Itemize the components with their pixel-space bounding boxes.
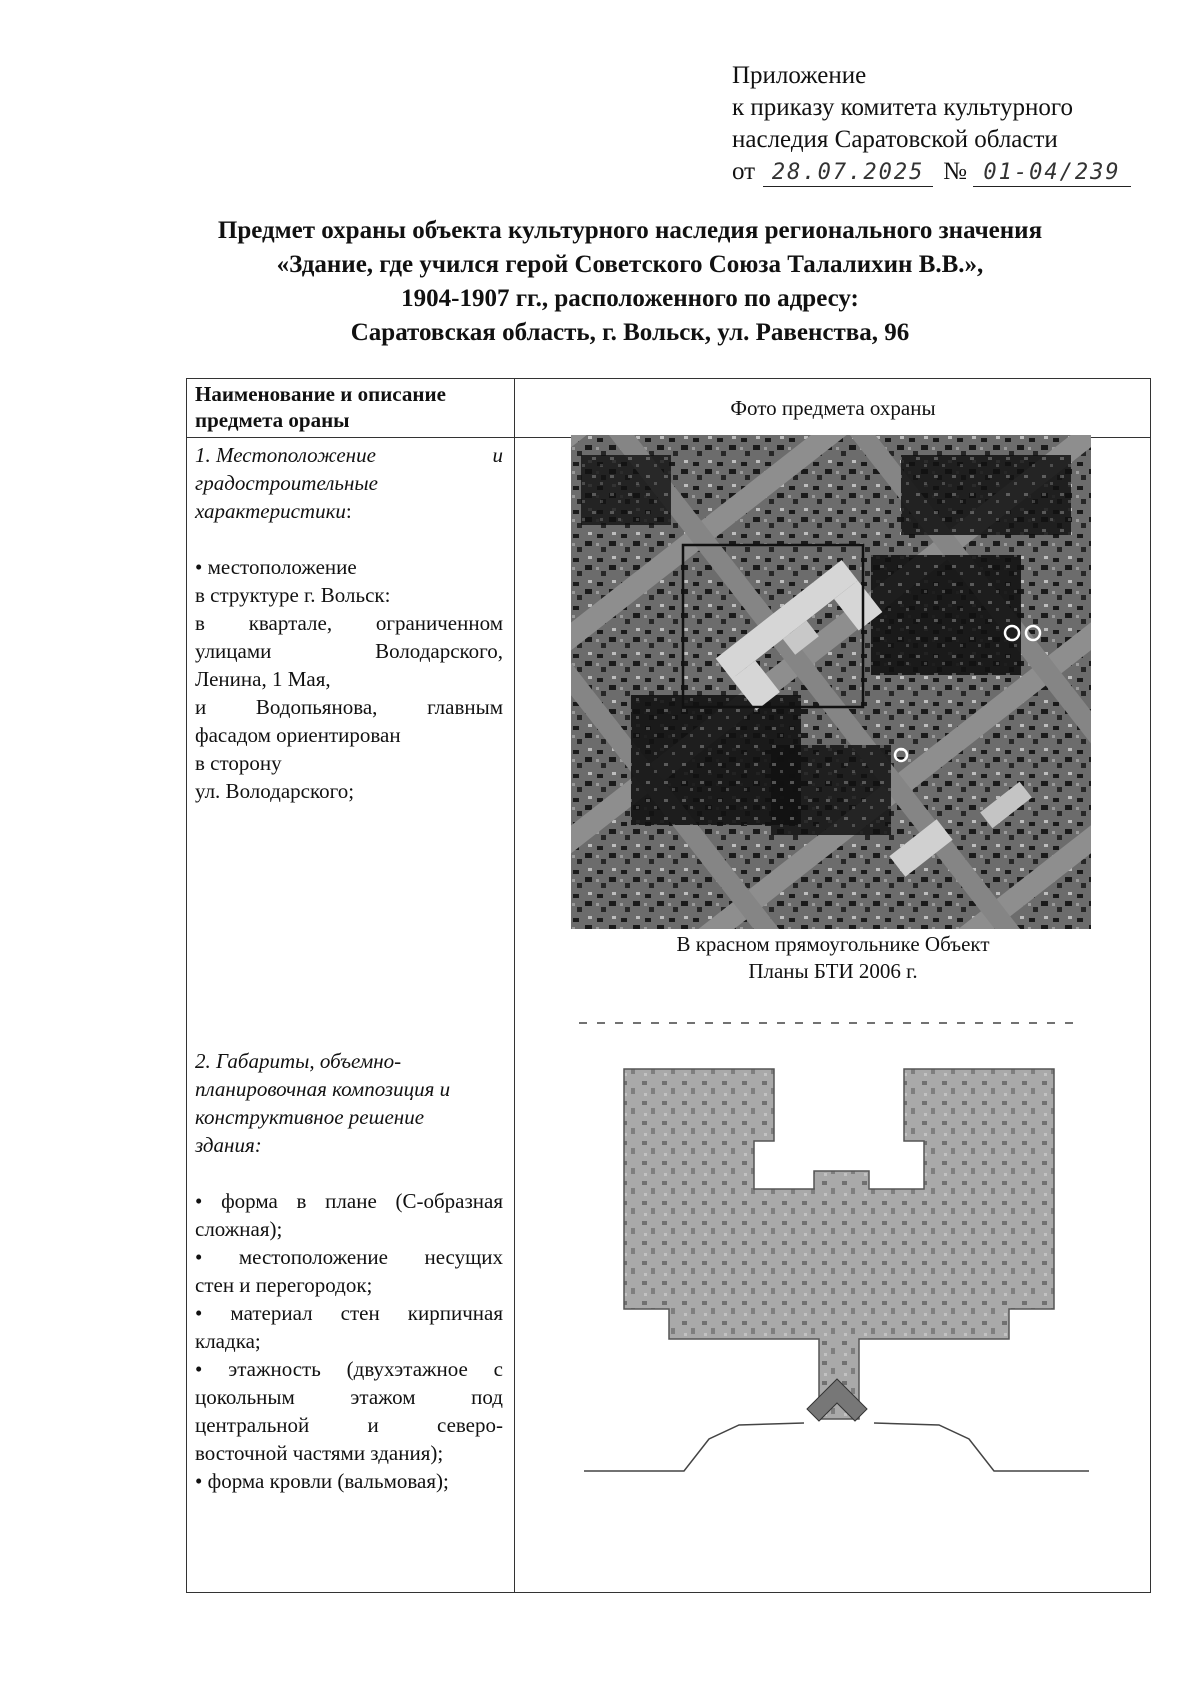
title-line-2: «Здание, где учился герой Советского Союза Талалихин В.В.»,: [276, 251, 984, 278]
row1-line1: в квартале, ограниченном: [195, 611, 503, 635]
photo1-caption-line2: Планы БТИ 2006 г.: [748, 959, 918, 983]
row1-description: [195, 441, 503, 805]
row2-b4-line1: • этажность (двухэтажное с: [195, 1357, 503, 1381]
photo1-caption: [517, 931, 1149, 985]
row1-heading-c: градостроительные: [195, 471, 378, 495]
row2-b4-line4: восточной частями здания);: [195, 1441, 444, 1465]
row2-b2-line2: стен и перегородок;: [195, 1273, 373, 1297]
row1-heading-colon: :: [345, 499, 352, 523]
photo1-caption-line1: В красном прямоугольнике Объект: [676, 932, 990, 956]
title-line-1: Предмет охраны объекта культурного наследия регионального значения: [217, 217, 1043, 244]
protection-table: [186, 378, 1151, 1593]
row2-heading-line4: здания:: [195, 1133, 262, 1157]
appendix-block: [732, 60, 1152, 188]
document-title: [150, 214, 1110, 350]
row2-heading-line1: 2. Габариты, объемно-: [195, 1049, 402, 1073]
floor-plan: [579, 1019, 1109, 1519]
row1-heading-b: и: [492, 443, 503, 467]
row1-heading-a: Местоположение: [216, 443, 376, 467]
row1-line7: ул. Володарского;: [195, 779, 355, 803]
header-photo: Фото предмета охраны: [730, 396, 936, 420]
appendix-date-number: [732, 156, 1152, 188]
aerial-photo: [571, 435, 1091, 929]
row2-b3-line1: • материал стен кирпичная: [195, 1301, 503, 1325]
row2-b2-line1: • местоположение несущих: [195, 1245, 503, 1269]
row1-line6: в сторону: [195, 751, 282, 775]
title-line-4: Саратовская область, г. Вольск, ул. Равенства, 96: [350, 319, 910, 346]
appendix-committee-line: наследия Саратовской области: [732, 126, 1058, 153]
row2-heading-line3: конструктивное решение: [195, 1105, 425, 1129]
appendix-title: Приложение: [732, 62, 867, 89]
row1-heading-line1: [195, 441, 503, 469]
table-column-divider: [514, 379, 515, 1592]
appendix-order-line: к приказу комитета культурного: [732, 94, 1074, 121]
row1-line4: и Водопьянова, главным: [195, 695, 503, 719]
row2-description: [195, 1047, 503, 1495]
row1-bullet1-a: • местоположение: [195, 555, 357, 579]
row2-heading-line2: планировочная композиция и: [195, 1077, 451, 1101]
order-number: 01-04/239: [973, 160, 1131, 187]
number-label: №: [943, 158, 967, 185]
row2-b5-line1: • форма кровли (вальмовая);: [195, 1469, 449, 1493]
row2-b4-line3: центральной и северо-: [195, 1413, 503, 1437]
row1-heading-line3: [195, 497, 503, 525]
order-date: 28.07.2025: [763, 160, 933, 187]
title-line-3: 1904-1907 гг., расположенного по адресу:: [401, 285, 859, 312]
header-name-description: Наименование и описание предмета ораны: [195, 382, 446, 432]
row1-line5: фасадом ориентирован: [195, 723, 401, 747]
from-label: от: [732, 158, 756, 185]
row1-bullet1-b: в структуре г. Вольск:: [195, 583, 391, 607]
row1-heading-d: характеристики: [195, 499, 346, 523]
row2-b4-line2: цокольным этажом под: [195, 1385, 503, 1409]
row1-heading-num: 1.: [195, 443, 211, 467]
building-outline: [624, 1069, 1054, 1419]
row2-b1-line2: сложная);: [195, 1217, 283, 1241]
row1-line3: Ленина, 1 Мая,: [195, 667, 331, 691]
row1-line2: улицами Володарского,: [195, 639, 503, 663]
row2-b3-line2: кладка;: [195, 1329, 261, 1353]
row2-b1-line1: • форма в плане (С-образная: [195, 1189, 503, 1213]
